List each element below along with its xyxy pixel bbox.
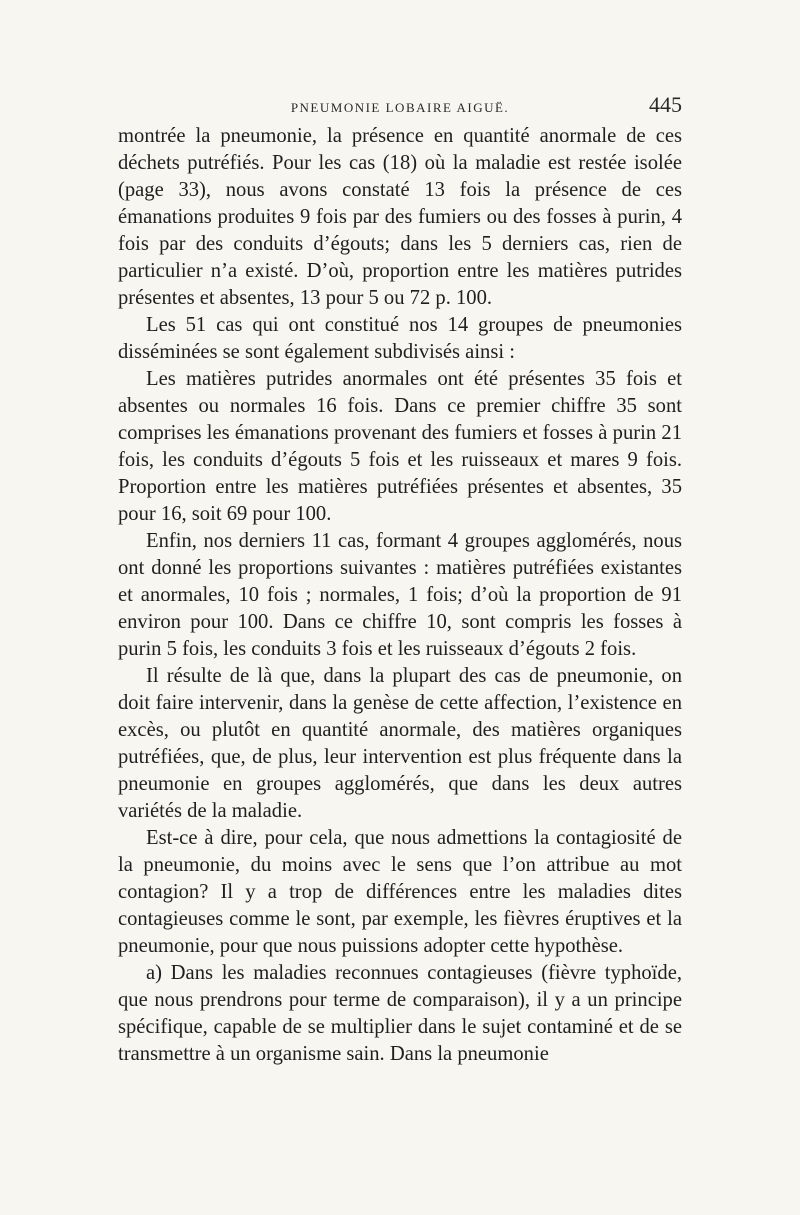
paragraph: Les matières putrides anormales ont été présentes 35 fois et absentes ou normales 16 fois. Dans ce premier chiffre 35 sont comprises les émanations provenant des fumiers et fosses à purin 21 fois, les conduits d’égouts 5 fois et les ruisseaux et mares 9 fois. Proportion entre les matières putréfiées présentes et absentes, 35 pour 16, soit 69 pour 100. <box>118 368 682 525</box>
paragraph: Est-ce à dire, pour cela, que nous admettions la contagiosité de la pneumonie, du moins avec le sens que l’on attribue au mot contagion? Il y a trop de différences entre les maladies dites contagieuses comme le sont, par exemple, les fièvres éruptives et la pneumonie, pour que nous puissions adopter cette hypothèse. <box>118 827 682 957</box>
running-title: PNEUMONIE LOBAIRE AIGUË. <box>290 100 510 115</box>
paragraph: Les 51 cas qui ont constitué nos 14 groupes de pneumonies disséminées se sont également subdivisés ainsi : <box>118 314 682 363</box>
paragraph: Enfin, nos derniers 11 cas, formant 4 groupes agglomérés, nous ont donné les proportions suivantes : matières putréfiées existantes et anormales, 10 fois ; normales, 1 fois; d’où la proportion de 91 environ pour 100. Dans ce chiffre 10, sont compris les fosses à purin 5 fois, les conduits 3 fois et les ruisseaux d’égouts 2 fois. <box>118 530 682 660</box>
body-text <box>118 123 682 1068</box>
running-head <box>118 92 682 122</box>
paragraph: a) Dans les maladies reconnues contagieuses (fièvre typhoïde, que nous prendrons pour terme de comparaison), il y a un principe spécifique, capable de se multiplier dans le sujet contaminé et de se transmettre à un organisme sain. Dans la pneumonie <box>118 962 682 1065</box>
paragraph-continuation: montrée la pneumonie, la présence en quantité anormale de ces déchets putréfiés. Pour les cas (18) où la maladie est restée isolée (page 33), nous avons constaté 13 fois la présence de ces émanations produites 9 fois par des fumiers ou des fosses à purin, 4 fois par des conduits d’égouts; dans les 5 derniers cas, rien de particulier n’a existé. D’où, proportion entre les matières putrides présentes et absentes, 13 pour 5 ou 72 p. 100. <box>118 125 682 309</box>
paragraph: Il résulte de là que, dans la plupart des cas de pneumonie, on doit faire intervenir, dans la genèse de cette affection, l’existence en excès, ou plutôt en quantité anormale, des matières organiques putréfiées, que, de plus, leur intervention est plus fréquente dans la pneumonie en groupes agglomérés, que dans les deux autres variétés de la maladie. <box>118 665 682 822</box>
page-number: 445 <box>649 92 682 117</box>
